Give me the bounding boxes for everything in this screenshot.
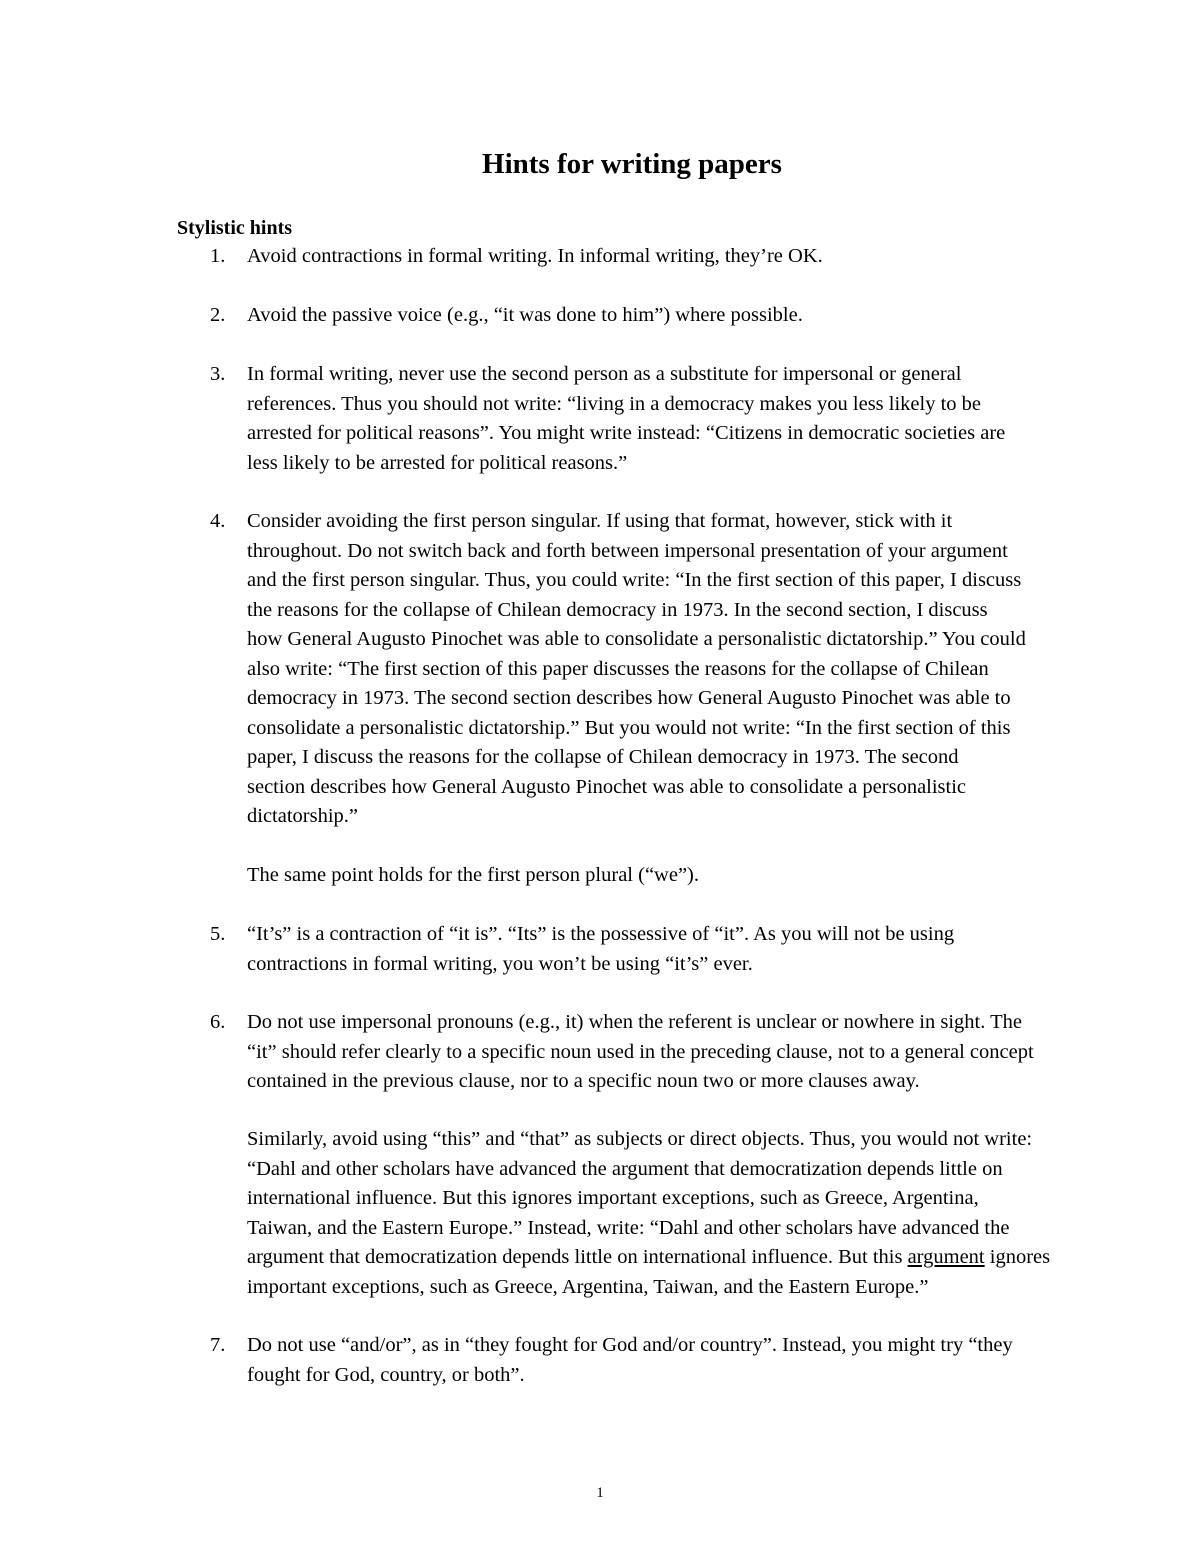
document-title: Hints for writing papers: [482, 148, 782, 180]
text-line: Consider avoiding the first person singular. If using that format, however, stick with it: [247, 510, 953, 532]
text-line: Taiwan, and the Eastern Europe.” Instead, write: “Dahl and other scholars have advanced the: [247, 1216, 1010, 1239]
text-line: “Dahl and other scholars have advanced the argument that democratization depends little on: [247, 1157, 1003, 1180]
page-number: 1: [596, 1485, 604, 1501]
text-fragment: argument that democratization depends little on international influence. But this: [247, 1246, 908, 1268]
text-line: Similarly, avoid using “this” and “that” as subjects or direct objects. Thus, you would not write:: [247, 1128, 1033, 1150]
text-line: also write: “The first section of this paper discusses the reasons for the collapse of Chilean: [247, 657, 989, 680]
list-item-text: [247, 507, 1107, 832]
list-item-text: [247, 1008, 1107, 1097]
text-line: Do not use impersonal pronouns (e.g., it) when the referent is unclear or nowhere in sight. The: [247, 1011, 1022, 1033]
text-line: paper, I discuss the reasons for the collapse of Chilean democracy in 1973. The second: [247, 746, 959, 768]
list-item-text: [247, 920, 1107, 979]
section-heading: Stylistic hints: [177, 217, 293, 239]
text-line: throughout. Do not switch back and forth between impersonal presentation of your argument: [247, 539, 1008, 562]
text-line: Avoid the passive voice (e.g., “it was done to him”) where possible.: [247, 304, 803, 326]
text-line: dictatorship.”: [247, 805, 359, 827]
text-line: Do not use “and/or”, as in “they fought for God and/or country”. Instead, you might try “they: [247, 1334, 1013, 1356]
list-item-text: [247, 301, 1107, 331]
underlined-line: [247, 1243, 1107, 1273]
list-item-text: [247, 1331, 1107, 1390]
list-item-number: 5.: [210, 923, 226, 945]
text-line: how General Augusto Pinochet was able to consolidate a personalistic dictatorship.” You could: [247, 628, 1026, 650]
list-item-number: 6.: [210, 1011, 226, 1033]
list-item-number: 2.: [210, 304, 226, 326]
text-line: Avoid contractions in formal writing. In informal writing, they’re OK.: [247, 245, 823, 267]
underlined-word: argument: [907, 1246, 985, 1268]
text-line: less likely to be arrested for political reasons.”: [247, 451, 628, 474]
item-4-note: The same point holds for the first person plural (“we”).: [247, 864, 700, 886]
text-line: international influence. But this ignores important exceptions, such as Greece, Argentina,: [247, 1187, 979, 1209]
text-line: fought for God, country, or both”.: [247, 1363, 525, 1386]
text-line: arrested for political reasons”. You might write instead: “Citizens in democratic societies are: [247, 422, 1006, 444]
text-line: In formal writing, never use the second person as a substitute for impersonal or general: [247, 363, 962, 385]
text-line: references. Thus you should not write: “living in a democracy makes you less likely to be: [247, 392, 982, 415]
text-line: “It’s” is a contraction of “it is”. “Its” is the possessive of “it”. As you will not be using: [247, 923, 955, 945]
text-line: contained in the previous clause, nor to a specific noun two or more clauses away.: [247, 1070, 920, 1092]
text-line: section describes how General Augusto Pinochet was able to consolidate a personalistic: [247, 775, 967, 798]
text-line: contractions in formal writing, you won’t be using “it’s” ever.: [247, 952, 753, 975]
text-line: the reasons for the collapse of Chilean democracy in 1973. In the second section, I discuss: [247, 598, 988, 621]
text-line: consolidate a personalistic dictatorship.” But you would not write: “In the first section of this: [247, 716, 1011, 739]
list-item-number: 7.: [210, 1334, 226, 1356]
item-6-paragraph: [247, 1125, 1107, 1302]
list-item-text: [247, 242, 1107, 272]
text-line: democracy in 1973. The second section describes how General Augusto Pinochet was able to: [247, 687, 1011, 709]
text-line: and the first person singular. Thus, you could write: “In the first section of this paper, I discuss: [247, 569, 1022, 591]
list-item-number: 1.: [210, 245, 226, 267]
list-item-number: 4.: [210, 510, 226, 532]
text-line: important exceptions, such as Greece, Argentina, Taiwan, and the Eastern Europe.”: [247, 1275, 929, 1298]
list-item-text: [247, 360, 1107, 478]
list-item-number: 3.: [210, 363, 226, 385]
text-line: “it” should refer clearly to a specific noun used in the preceding clause, not to a general concept: [247, 1040, 1034, 1063]
text-fragment: ignores: [984, 1246, 1051, 1268]
